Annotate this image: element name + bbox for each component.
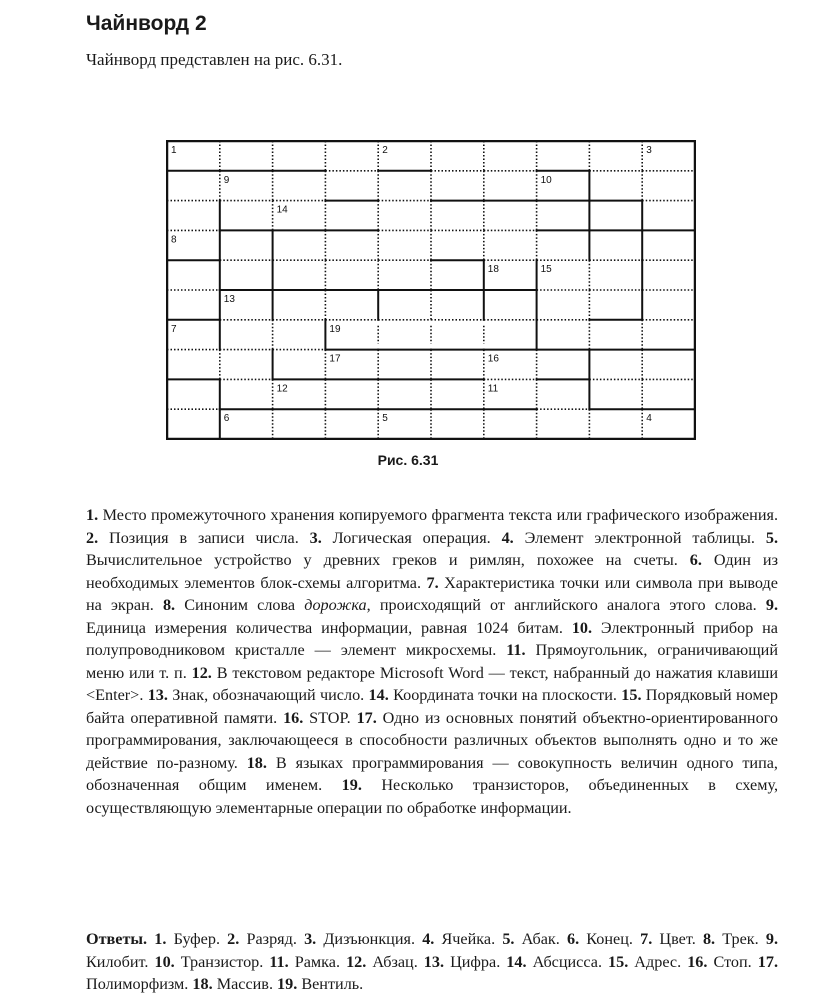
page-title: Чайнворд 2 (86, 12, 207, 35)
clue-text: Ячейка. (434, 930, 503, 948)
cell-number: 8 (171, 234, 177, 246)
clue-number: 18. (192, 975, 213, 993)
clue-number: 16. (687, 952, 708, 971)
clue-text: Абак. (514, 930, 567, 948)
clue-text: Конец. (579, 930, 641, 948)
cell-number: 7 (171, 323, 177, 335)
clue-number: 17. (757, 952, 779, 971)
clue-text: Буфер. (166, 930, 228, 948)
answers-label: Ответы. (86, 930, 148, 948)
clue-number: 1. (154, 930, 167, 948)
clue-text: В текстовом редакторе Microsoft Word — текст, набранный до нажатия клавиши <Enter>. (86, 663, 778, 704)
clue-number: 11. (506, 641, 526, 659)
cell-number: 4 (646, 413, 652, 425)
clue-text: Логическая операция. (321, 528, 502, 547)
cell-number: 11 (487, 383, 499, 395)
clue-text: Абзац. (366, 952, 424, 971)
clue-text: Дизъюнкция. (316, 930, 423, 948)
clue-text: Электронный прибор на полупроводниковом кристалле — элемент микросхемы. (86, 618, 778, 659)
clue-text: Единица измерения количества информации, равная 1024 битам. (86, 618, 572, 637)
clue-text: Одно из основных понятий объектно-ориентированного программирования, заключающееся в способности различных объектов выполнять одно и то же действие по-разному. (86, 708, 778, 772)
clue-text: Вентиль. (297, 975, 364, 993)
clue-text: Килобит. (86, 952, 155, 971)
clue-number: 14. (506, 952, 527, 971)
clue-text: Координата точки на плоскости. (388, 686, 622, 704)
clue-text: Позиция в записи числа. (98, 528, 310, 547)
clue-text: Характеристика точки или символа при выводе на экран. (86, 573, 778, 614)
cell-number: 9 (223, 174, 230, 186)
clues-paragraph (86, 504, 778, 819)
clue-text: Синоним слова (175, 596, 305, 614)
clue-text: Знак, обозначающий число. (167, 686, 369, 704)
clue-text: Прямоугольник, ограничивающий меню или т. п. (86, 641, 778, 682)
clue-number: 6. (689, 551, 702, 569)
cell-number: 16 (487, 353, 499, 365)
clue-number: 3. (304, 930, 317, 948)
cell-number: 12 (276, 383, 288, 395)
clue-number: 12. (191, 663, 212, 682)
clue-text: Цифра. (444, 952, 507, 971)
intro-text: Чайнворд представлен на рис. 6.31. (86, 50, 343, 69)
clue-text: Цвет. (652, 930, 703, 948)
clue-number: 16. (283, 708, 304, 727)
clue-number: 3. (309, 528, 322, 547)
clue-number: 10. (154, 952, 175, 971)
clue-text: Один из необходимых элементов блок-схемы алгоритма. (86, 551, 778, 592)
clue-number: 9. (765, 930, 779, 948)
clue-number: 12. (346, 952, 367, 971)
clue-text: Элемент электронной таблицы. (513, 528, 766, 547)
clue-text: STOP. (303, 708, 357, 727)
clue-number: 9. (765, 596, 778, 614)
clue-number: 13. (147, 686, 168, 704)
cell-number: 18 (487, 264, 499, 276)
cell-number: 5 (382, 413, 388, 425)
clue-number: 7. (640, 930, 653, 948)
cell-number: 15 (540, 264, 552, 276)
cell-number: 10 (540, 174, 552, 186)
clue-number: 10. (571, 618, 593, 637)
clue-text: Порядковый номер байта оперативной памяти. (86, 686, 778, 727)
clue-number: 18. (246, 753, 267, 772)
clue-number: 15. (621, 686, 642, 704)
clue-text: , происходящий от английского аналога этого слова. (366, 596, 766, 614)
clue-text: Полиморфизм. (86, 975, 193, 993)
clue-number: 6. (567, 930, 580, 948)
clue-number: 2. (86, 528, 99, 547)
cell-number: 19 (329, 323, 341, 335)
clue-number: 19. (277, 975, 298, 993)
clue-number: 2. (227, 930, 240, 948)
clue-number: 13. (423, 952, 445, 971)
chainword-grid (166, 140, 696, 440)
cell-number: 3 (646, 145, 652, 156)
cell-number: 6 (223, 413, 230, 425)
figure-caption: Рис. 6.31 (377, 452, 439, 468)
clue-text: Вычислительное устройство у древних греков и римлян, похожее на счеты. (86, 551, 690, 569)
clue-text: Массив. (212, 975, 278, 993)
clue-number: 19. (341, 776, 362, 794)
clue-number: 1. (86, 506, 99, 524)
clue-italic: дорожка (304, 596, 367, 614)
clue-number: 17. (356, 708, 377, 727)
answers-paragraph (86, 928, 778, 996)
clue-number: 4. (501, 528, 514, 547)
cell-number: 13 (223, 294, 235, 305)
clue-text: Разряд. (239, 930, 305, 948)
clue-number: 5. (765, 528, 778, 547)
clue-text: Несколько транзисторов, объединенных в схему, осуществляющую элементарные операции по обработке информации. (86, 776, 778, 817)
clue-text: Стоп. (707, 952, 758, 971)
clue-number: 7. (426, 573, 439, 592)
clue-text: Место промежуточного хранения копируемого фрагмента текста или графического изображения. (98, 506, 778, 524)
clue-number: 8. (702, 930, 716, 948)
clue-text: В языках программирования — совокупность величин одного типа, обозначенная общим именем. (86, 753, 778, 794)
clue-text: Трек. (715, 930, 766, 948)
clue-text: Адрес. (628, 952, 688, 971)
clue-number: 5. (502, 930, 515, 948)
cell-number: 1 (171, 145, 177, 156)
clue-number: 4. (422, 930, 435, 948)
clue-text: Рамка. (288, 952, 347, 971)
clue-number: 11. (269, 952, 289, 971)
clue-text: Транзистор. (174, 952, 270, 971)
cell-number: 2 (382, 145, 388, 156)
clue-number: 8. (162, 596, 176, 614)
cell-number: 14 (276, 204, 288, 216)
clue-number: 15. (608, 952, 629, 971)
clue-number: 14. (368, 686, 389, 704)
clue-text: Абсцисса. (526, 952, 609, 971)
cell-number: 17 (329, 353, 341, 365)
